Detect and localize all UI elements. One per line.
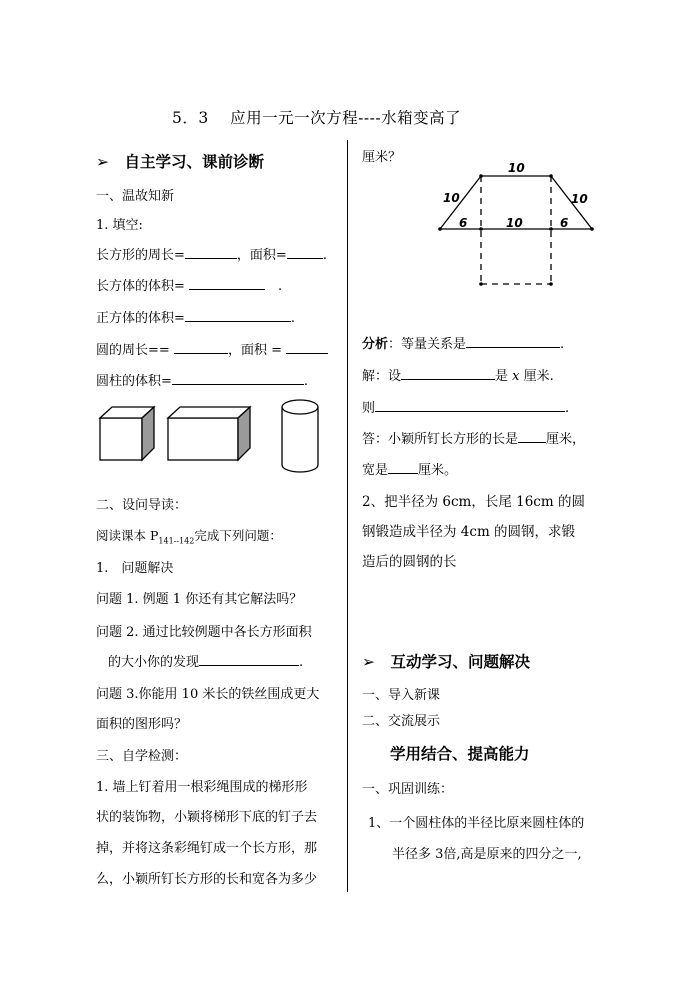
formula-rectangle: 长方形的周长= ，面积= . <box>96 248 327 263</box>
blank-line[interactable] <box>185 246 237 259</box>
blank-line[interactable] <box>199 653 299 666</box>
subheading-review: 一、温故知新 <box>96 189 175 204</box>
page-title: 5．3 应用一元一次方程----水箱变高了 <box>172 109 462 127</box>
equation-line: 则 . <box>362 401 570 416</box>
solution-line <box>362 365 554 384</box>
check-problem-line3: 掉，并将这条彩绳钉成一个长方形，那 <box>96 841 318 856</box>
answer-unit: 厘米， <box>546 432 586 447</box>
blank-line[interactable] <box>466 335 560 348</box>
formula-label: 正方体的体积= <box>96 311 185 326</box>
section-heading-combine: 学用结合、提高能力 <box>390 745 530 763</box>
subheading-guided: 二、设问导读： <box>96 498 188 513</box>
formula-label: 长方体的体积= <box>96 279 185 294</box>
problem-continuation: 厘米？ <box>362 150 402 165</box>
reading-suffix: 完成下列问题： <box>194 528 282 543</box>
check-problem-line2: 状的装饰物，小颖将梯形下底的钉子去 <box>96 810 318 825</box>
question-3-line2: 面积的图形吗？ <box>96 717 188 732</box>
training-problem-line2: 半径多 3倍,高是原来的四分之一, <box>392 847 582 862</box>
analysis-label: 分析 <box>362 337 389 352</box>
solution-suffix: 厘米. <box>523 369 554 384</box>
equation-prefix: 则 <box>362 401 376 416</box>
width-unit: 厘米。 <box>418 463 458 478</box>
item-training: 一、巩固训练： <box>362 782 454 797</box>
column-divider <box>347 140 348 892</box>
formula-cube: 正方体的体积= . <box>96 311 296 326</box>
check-problem-line4: 么，小颖所钉长方形的长和宽各为多少 <box>96 872 318 887</box>
formula-label: ，面积 = <box>227 343 282 358</box>
problem-2-line3: 造后的圆钢的长 <box>362 554 457 570</box>
answer-line <box>362 428 585 447</box>
blank-line[interactable] <box>286 341 328 354</box>
formula-cuboid: 长方体的体积= . <box>96 279 283 294</box>
formula-cylinder: 圆柱的体积= . <box>96 374 309 389</box>
label-bottom-mid: 10 <box>506 216 523 230</box>
cube-shape <box>100 407 154 460</box>
blank-line[interactable] <box>185 309 291 322</box>
page-range: 141--142 <box>158 536 195 546</box>
reading-instruction <box>96 526 282 546</box>
blank-line[interactable] <box>518 430 546 443</box>
training-problem-line1: 1、一个圆柱体的半径比原来圆柱体的 <box>368 816 585 831</box>
blank-line[interactable] <box>189 277 265 290</box>
blank-line[interactable] <box>388 461 418 474</box>
solid-shapes-figure <box>96 398 326 478</box>
solution-middle: 是 <box>495 369 509 384</box>
question-fill-blank: 1. 填空: <box>96 218 143 233</box>
formula-circle <box>96 339 328 358</box>
question-2-text: 的大小你的发现 <box>108 655 200 670</box>
blank-line[interactable] <box>174 341 228 354</box>
question-1: 问题 1. 例题 1 你还有其它解法吗？ <box>96 592 303 607</box>
check-problem-line1: 1. 墙上钉着用一根彩绳围成的梯形形 <box>96 780 308 795</box>
reading-prefix: 阅读课本 P <box>96 528 159 543</box>
answer-prefix: 答：小颖所钉长方形的长是 <box>362 432 519 447</box>
question-3-line1: 问题 3.你能用 10 米长的铁丝围成更大 <box>96 687 320 702</box>
label-left: 10 <box>443 191 460 205</box>
label-top: 10 <box>508 161 525 175</box>
analysis-line: 分析：等量关系是 . <box>362 337 565 352</box>
problem-solving-label: 1. 问题解决 <box>96 561 174 576</box>
cuboid-shape <box>168 407 250 460</box>
blank-line[interactable] <box>287 246 323 259</box>
section-heading-interactive: ➢ 互动学习、问题解决 <box>362 653 530 671</box>
subheading-self-check: 三、自学检测： <box>96 749 188 764</box>
question-2-line1: 问题 2. 通过比较例题中各长方形面积 <box>96 625 312 640</box>
problem-2-line1: 2、把半径为 6cm，长尾 16cm 的圆 <box>362 494 585 510</box>
problem-2-line2: 钢锻造成半径为 4cm 的圆钢，求锻 <box>362 524 576 540</box>
analysis-text: ：等量关系是 <box>388 337 467 352</box>
formula-label: 圆柱的体积= <box>96 374 172 389</box>
section-heading-self-study: ➢ 自主学习、课前诊断 <box>96 153 264 171</box>
width-prefix: 宽是 <box>362 463 389 478</box>
blank-line[interactable] <box>401 367 495 380</box>
solution-prefix: 解：设 <box>362 369 402 384</box>
cylinder-shape <box>282 400 318 472</box>
formula-label: 长方形的周长= <box>96 248 185 263</box>
blank-line[interactable] <box>172 372 304 385</box>
label-bottom-left: 6 <box>459 216 468 230</box>
item-introduction: 一、导入新课 <box>362 688 441 703</box>
trapezoid-figure <box>430 158 606 290</box>
variable-x: x <box>512 369 520 384</box>
width-line <box>362 459 457 478</box>
formula-label: ，面积= <box>236 248 287 263</box>
formula-label: 圆的周长== <box>96 343 170 358</box>
item-exchange: 二、交流展示 <box>362 714 441 729</box>
blank-line[interactable] <box>375 399 565 412</box>
label-right: 10 <box>571 192 588 206</box>
label-bottom-right: 6 <box>560 216 569 230</box>
question-2-line2: 的大小你的发现 . <box>108 655 304 670</box>
